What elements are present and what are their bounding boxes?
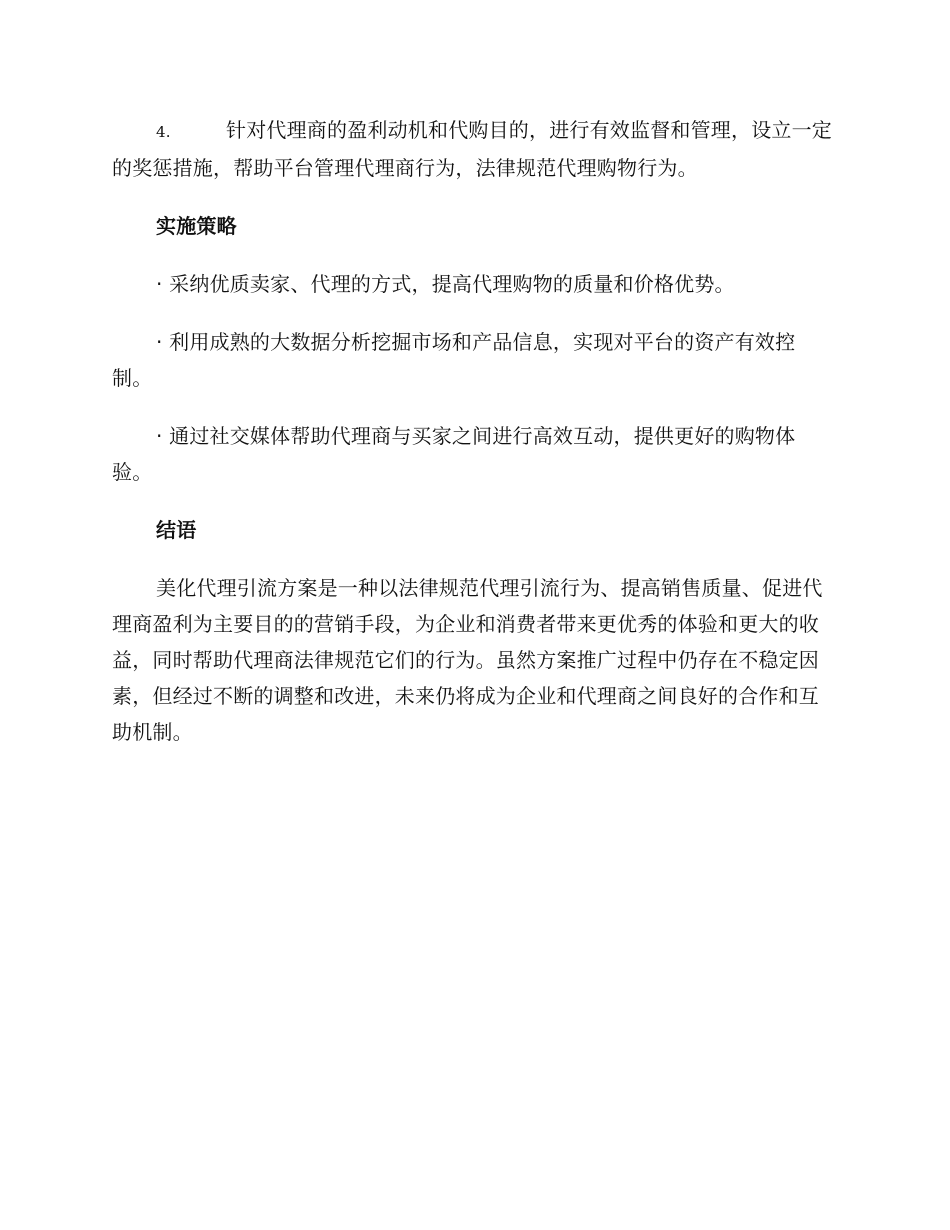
document-page <box>112 112 832 750</box>
bullet-item: · 利用成熟的大数据分析挖掘市场和产品信息，实现对平台的资产有效控制。 <box>112 330 796 390</box>
bullet-item: · 采纳优质卖家、代理的方式，提高代理购物的质量和价格优势。 <box>156 272 735 296</box>
section-heading-conclusion: 结语 <box>156 518 197 542</box>
bullet-item: · 通过社交媒体帮助代理商与买家之间进行高效互动，提供更好的购物体验。 <box>112 424 796 484</box>
section-heading-strategy: 实施策略 <box>156 214 237 238</box>
numbered-item-4 <box>112 112 832 186</box>
conclusion-paragraph: 美化代理引流方案是一种以法律规范代理引流行为、提高销售质量、促进代理商盈利为主要目的的营销手段，为企业和消费者带来更优秀的体验和更大的收益，同时帮助代理商法律规范它们的行为。虽然方案推广过程中仍存在不稳定因素，但经过不断的调整和改进，未来仍将成为企业和代理商之间良好的合作和互助机制。 <box>112 576 823 744</box>
item-text: 针对代理商的盈利动机和代购目的，进行有效监督和管理，设立一定的奖惩措施，帮助平台管理代理商行为，法律规范代理购物行为。 <box>112 118 832 180</box>
item-number: 4. <box>156 123 171 141</box>
